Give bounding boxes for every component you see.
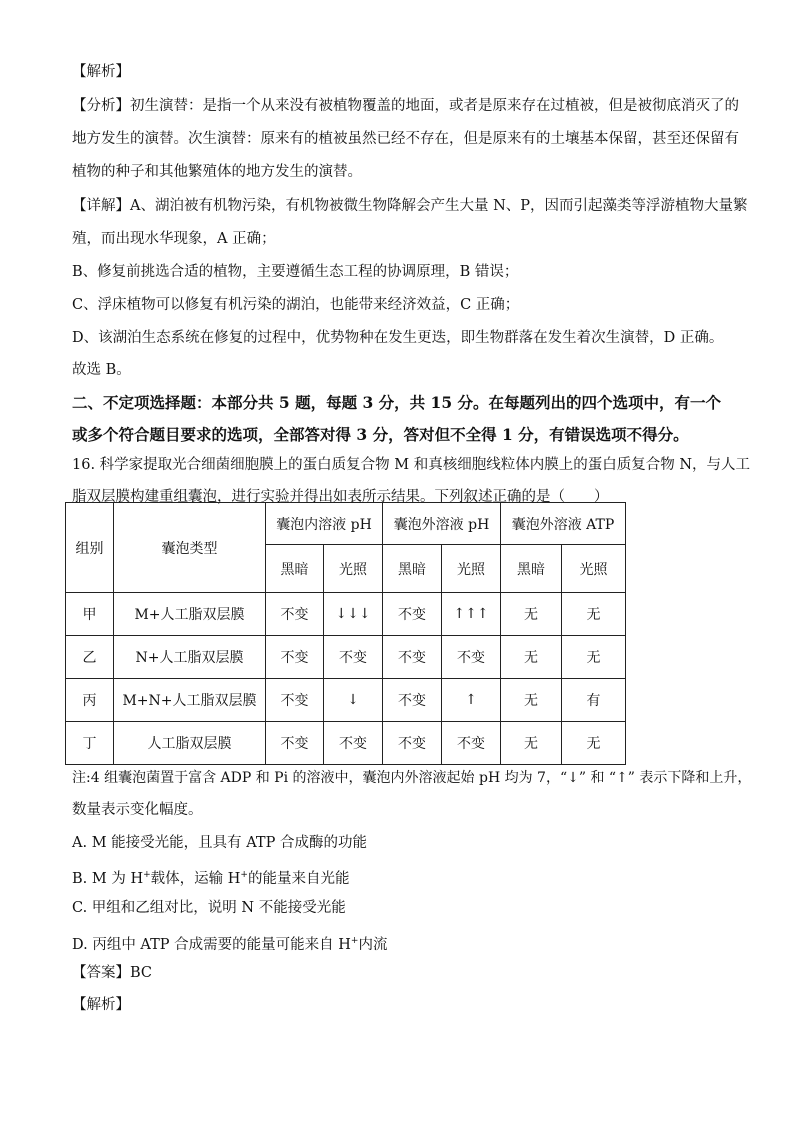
cell-value: 无 xyxy=(501,636,562,679)
table-row xyxy=(66,636,626,679)
table-note: 数量表示变化幅度。 xyxy=(72,802,203,818)
header-light: 光照 xyxy=(442,545,501,593)
answer: 【答案】BC xyxy=(72,965,153,981)
cell-value: 有 xyxy=(562,679,626,722)
header-out-atp: 囊泡外溶液 ATP xyxy=(501,503,626,545)
header-in-ph: 囊泡内溶液 pH xyxy=(266,503,383,545)
header-light: 光照 xyxy=(324,545,383,593)
question-stem: 脂双层膜构建重组囊泡，进行实验并得出如表所示结果。下列叙述正确的是（ ） xyxy=(72,489,609,505)
option-d xyxy=(72,931,387,955)
cell-value: 不变 xyxy=(266,679,324,722)
option-b-text: 的能量来自光能 xyxy=(247,870,350,887)
cell-value: 不变 xyxy=(266,722,324,765)
header-dark: 黑暗 xyxy=(266,545,324,593)
results-table xyxy=(65,502,626,765)
option-d-text: 内流 xyxy=(358,936,388,953)
option-b-text: B. M 为 H xyxy=(72,870,144,887)
cell-value: ↓↓↓ xyxy=(324,593,383,636)
detail-line: B、修复前挑选合适的植物，主要遵循生态工程的协调原理，B 错误； xyxy=(72,264,519,280)
option-b xyxy=(72,865,349,889)
cell-value: 不变 xyxy=(442,722,501,765)
header-group: 组别 xyxy=(66,503,114,593)
superscript-plus: + xyxy=(350,936,359,946)
header-type: 囊泡类型 xyxy=(114,503,266,593)
cell-type: M+人工脂双层膜 xyxy=(114,593,266,636)
cell-group: 乙 xyxy=(66,636,114,679)
question-stem: 16. 科学家提取光合细菌细胞膜上的蛋白质复合物 M 和真核细胞线粒体内膜上的蛋白质复合物 N，与人工 xyxy=(72,457,751,473)
analysis-line: 【分析】初生演替：是指一个从来没有被植物覆盖的地面，或者是原来存在过植被，但是被彻底消灭了的 xyxy=(72,98,739,114)
detail-line: 殖，而出现水华现象，A 正确； xyxy=(72,231,276,247)
section-heading: 或多个符合题目要求的选项，全部答对得 3 分，答对但不全得 1 分，有错误选项不得分。 xyxy=(72,425,689,444)
analysis-heading: 【解析】 xyxy=(72,997,130,1013)
table-row xyxy=(66,679,626,722)
cell-value: ↑↑↑ xyxy=(442,593,501,636)
option-c: C. 甲组和乙组对比，说明 N 不能接受光能 xyxy=(72,900,346,916)
option-d-text: D. 丙组中 ATP 合成需要的能量可能来自 H xyxy=(72,936,351,953)
detail-line: 【详解】A、湖泊被有机物污染，有机物被微生物降解会产生大量 N、P，因而引起藻类等浮游植物大量繁 xyxy=(72,198,748,214)
cell-value: 不变 xyxy=(324,636,383,679)
conclusion: 故选 B。 xyxy=(72,362,131,378)
table-note: 注:4 组囊泡菌置于富含 ADP 和 Pi 的溶液中，囊泡内外溶液起始 pH 均为 7，“↓” 和 “↑” 表示下降和上升， xyxy=(72,770,752,786)
header-dark: 黑暗 xyxy=(383,545,442,593)
cell-type: M+N+人工脂双层膜 xyxy=(114,679,266,722)
option-b-text: 载体，运输 H xyxy=(150,870,241,887)
detail-line: D、该湖泊生态系统在修复的过程中，优势物种在发生更迭，即生物群落在发生着次生演替，D 正确。 xyxy=(72,330,724,346)
cell-type: N+人工脂双层膜 xyxy=(114,636,266,679)
cell-value: ↓ xyxy=(324,679,383,722)
cell-value: 无 xyxy=(501,593,562,636)
cell-value: 无 xyxy=(501,679,562,722)
cell-value: 不变 xyxy=(383,636,442,679)
table-row xyxy=(66,593,626,636)
cell-value: 不变 xyxy=(383,722,442,765)
analysis-line: 地方发生的演替。次生演替：原来有的植被虽然已经不存在，但是原来有的土壤基本保留，甚至还保留有 xyxy=(72,131,739,147)
cell-type: 人工脂双层膜 xyxy=(114,722,266,765)
cell-value: 不变 xyxy=(324,722,383,765)
cell-value: 不变 xyxy=(266,636,324,679)
option-a: A. M 能接受光能，且具有 ATP 合成酶的功能 xyxy=(72,835,367,851)
cell-group: 甲 xyxy=(66,593,114,636)
analysis-heading: 【解析】 xyxy=(72,64,130,80)
header-out-ph: 囊泡外溶液 pH xyxy=(383,503,501,545)
cell-value: 无 xyxy=(501,722,562,765)
cell-value: 不变 xyxy=(383,679,442,722)
section-heading: 二、不定项选择题：本部分共 5 题，每题 3 分，共 15 分。在每题列出的四个选项中，有一个 xyxy=(72,393,722,412)
detail-line: C、浮床植物可以修复有机污染的湖泊，也能带来经济效益，C 正确； xyxy=(72,297,520,313)
cell-group: 丁 xyxy=(66,722,114,765)
cell-value: 无 xyxy=(562,636,626,679)
cell-value: ↑ xyxy=(442,679,501,722)
cell-group: 丙 xyxy=(66,679,114,722)
cell-value: 无 xyxy=(562,593,626,636)
superscript-plus: + xyxy=(240,870,248,880)
header-dark: 黑暗 xyxy=(501,545,562,593)
cell-value: 不变 xyxy=(266,593,324,636)
cell-value: 无 xyxy=(562,722,626,765)
header-light: 光照 xyxy=(562,545,626,593)
superscript-plus: + xyxy=(143,870,151,880)
analysis-line: 植物的种子和其他繁殖体的地方发生的演替。 xyxy=(72,164,362,180)
cell-value: 不变 xyxy=(383,593,442,636)
cell-value: 不变 xyxy=(442,636,501,679)
table-row xyxy=(66,722,626,765)
